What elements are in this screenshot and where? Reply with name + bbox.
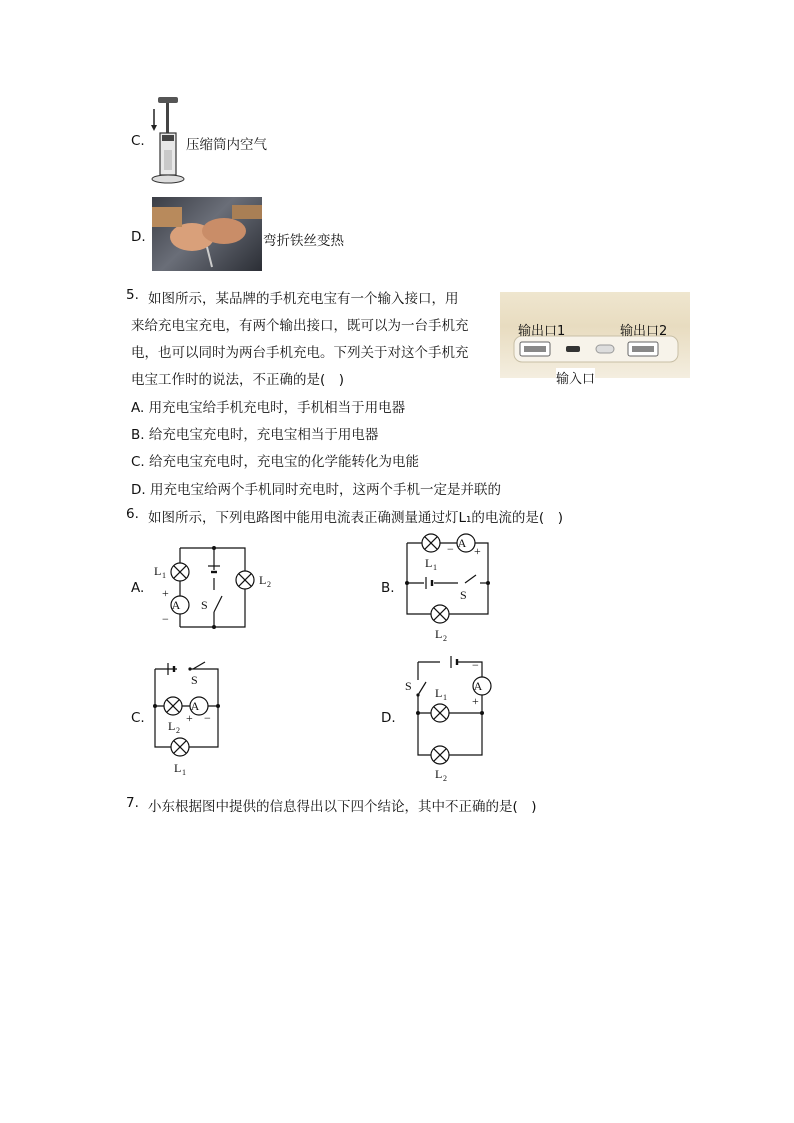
question-5-stem-line-2: 来给充电宝充电，有两个输出接口，既可以为一台手机充 — [131, 318, 469, 334]
question-5-stem-line-3: 电，也可以同时为两台手机充电。下列关于对这个手机充 — [131, 345, 469, 361]
circuit-d-switch-label: S — [405, 679, 412, 693]
circuit-b-letter: B. — [381, 580, 395, 596]
option-c-text: 压缩筒内空气 — [186, 137, 267, 153]
input-port-label: 输入口 — [556, 368, 595, 387]
question-5-option-b: B. 给充电宝充电时，充电宝相当于用电器 — [131, 427, 379, 443]
circuit-a-lamp1-sub: 1 — [162, 571, 166, 580]
question-5-option-d: D. 用充电宝给两个手机同时充电时，这两个手机一定是并联的 — [131, 482, 501, 498]
circuit-d-minus: − — [472, 658, 479, 672]
circuit-a-letter: A. — [131, 580, 145, 596]
circuit-a-minus: − — [162, 612, 169, 626]
circuit-c-lamp1-sub: 1 — [182, 768, 186, 777]
circuit-c-switch-label: S — [191, 673, 198, 687]
circuit-c-lamp1-label: L — [174, 761, 182, 775]
circuit-b-plus: + — [474, 544, 481, 558]
circuit-b-lamp1-sub: 1 — [433, 563, 437, 572]
circuit-c-minus: − — [204, 711, 211, 725]
circuit-d-plus: + — [472, 694, 479, 708]
circuit-b-lamp2-label: L — [435, 627, 443, 641]
circuit-a-lamp2-sub: 2 — [267, 580, 271, 589]
question-5-number: 5. — [126, 287, 139, 303]
option-d-text: 弯折铁丝变热 — [263, 233, 344, 249]
question-6-stem: 如图所示，下列电路图中能用电流表正确测量通过灯L₁的电流的是( ) — [148, 510, 563, 526]
option-c-letter: C. — [131, 133, 145, 149]
circuit-c-letter: C. — [131, 710, 145, 726]
circuit-b-minus: − — [447, 542, 454, 556]
circuit-b-ammeter-label: A — [457, 536, 467, 550]
circuit-b-switch-label: S — [460, 588, 467, 602]
output-port-1-label: 输出口1 — [518, 324, 566, 339]
circuit-d-lamp2-sub: 2 — [443, 774, 447, 783]
circuit-a-lamp1-label: L — [154, 564, 162, 578]
question-5-option-c: C. 给充电宝充电时，充电宝的化学能转化为电能 — [131, 454, 420, 470]
circuit-a-ammeter-label: A — [171, 598, 181, 612]
circuit-a-switch-label: S — [201, 598, 208, 612]
question-5-stem-line-1: 如图所示，某品牌的手机充电宝有一个输入接口，用 — [148, 291, 459, 307]
circuit-a-lamp2-label: L — [259, 573, 267, 587]
circuit-b-lamp1-label: L — [425, 556, 433, 570]
circuit-c-plus: + — [186, 711, 193, 725]
question-7-stem: 小东根据图中提供的信息得出以下四个结论，其中不正确的是( ) — [148, 799, 537, 815]
circuit-c-lamp2-label: L — [168, 719, 176, 733]
question-5-option-a: A. 用充电宝给手机充电时，手机相当于用电器 — [131, 400, 406, 416]
circuit-a-plus: + — [162, 586, 169, 600]
output-port-2-label: 输出口2 — [620, 324, 668, 339]
circuit-d-lamp1-sub: 1 — [443, 693, 447, 702]
circuit-d-ammeter-label: A — [473, 679, 483, 693]
question-7-number: 7. — [126, 795, 139, 811]
circuit-c-lamp2-sub: 2 — [176, 726, 180, 735]
circuit-c-ammeter-label: A — [190, 699, 200, 713]
circuit-d-letter: D. — [381, 710, 396, 726]
option-d-letter: D. — [131, 229, 146, 245]
circuit-d-lamp1-label: L — [435, 686, 443, 700]
question-5-stem-line-4: 电宝工作时的说法，不正确的是( ) — [131, 372, 345, 388]
circuit-d-lamp2-label: L — [435, 767, 443, 781]
question-6-number: 6. — [126, 506, 139, 522]
circuit-b-lamp2-sub: 2 — [443, 634, 447, 643]
